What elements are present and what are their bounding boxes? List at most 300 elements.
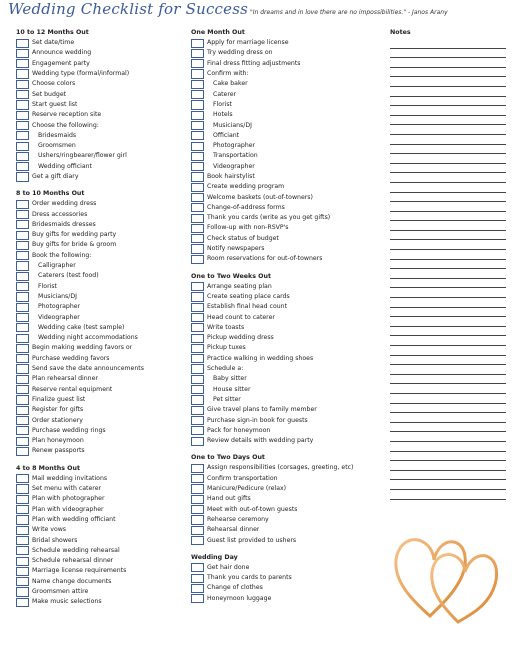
note-line[interactable]	[390, 365, 506, 375]
checklist-item[interactable]	[16, 199, 186, 209]
checklist-item-label: Head count to caterer	[207, 313, 275, 321]
checklist-item-label: Officiant	[213, 131, 240, 139]
checklist-item[interactable]	[191, 213, 381, 223]
checkbox[interactable]	[16, 426, 29, 435]
checklist-item[interactable]	[16, 566, 186, 576]
checkbox[interactable]	[191, 385, 204, 394]
checkbox[interactable]	[16, 69, 29, 78]
note-line[interactable]	[390, 135, 506, 145]
note-line[interactable]	[390, 202, 506, 212]
checklist-item-label: Room reservations for out-of-towners	[207, 255, 323, 263]
checklist-item[interactable]	[191, 583, 381, 593]
section-heading: One to Two Days Out	[191, 454, 265, 462]
checklist-item-label: Ushers/ringbearer/flower girl	[38, 152, 127, 160]
note-line[interactable]	[390, 68, 506, 78]
checkbox[interactable]	[16, 364, 29, 373]
checklist-item[interactable]	[191, 292, 381, 302]
checkbox[interactable]	[191, 244, 204, 253]
checklist-item-label: Wedding cake (test sample)	[38, 323, 125, 331]
checklist-item[interactable]	[16, 587, 186, 597]
checkbox[interactable]	[191, 395, 204, 404]
checklist-item[interactable]	[16, 474, 186, 484]
checklist-item-label: Schedule wedding rehearsal	[32, 546, 120, 554]
checkbox[interactable]	[16, 323, 29, 332]
checklist-item[interactable]	[191, 110, 381, 120]
checklist-item-label: Wedding type (formal/informal)	[32, 70, 130, 78]
checklist-item[interactable]	[191, 120, 381, 130]
note-line[interactable]	[390, 77, 506, 87]
note-line[interactable]	[390, 490, 506, 500]
checkbox[interactable]	[191, 354, 204, 363]
checklist-item[interactable]	[191, 436, 381, 446]
checklist-item[interactable]	[191, 182, 381, 192]
checklist-item[interactable]	[191, 141, 381, 151]
checklist-item[interactable]	[16, 426, 186, 436]
checkbox[interactable]	[191, 574, 204, 583]
note-line[interactable]	[390, 97, 506, 107]
checklist-item[interactable]	[191, 282, 381, 292]
checklist-item-label: Hotels	[213, 111, 233, 119]
checklist-item[interactable]	[16, 504, 186, 514]
checklist-item[interactable]	[16, 59, 186, 69]
checkbox[interactable]	[16, 231, 29, 240]
checkbox[interactable]	[191, 282, 204, 291]
checklist-item-label: Create seating place cards	[207, 292, 290, 300]
checklist-item[interactable]	[16, 240, 186, 250]
checklist-item[interactable]	[191, 343, 381, 353]
checklist-item[interactable]	[191, 405, 381, 415]
checkbox[interactable]	[191, 121, 204, 130]
checklist-item[interactable]	[191, 474, 381, 484]
notes-heading: Notes	[390, 29, 411, 36]
checklist-item[interactable]	[191, 333, 381, 343]
checklist-item[interactable]	[191, 203, 381, 213]
checklist-item[interactable]	[191, 573, 381, 583]
checkbox[interactable]	[16, 598, 29, 607]
checkbox[interactable]	[191, 484, 204, 493]
checkbox[interactable]	[191, 292, 204, 301]
checklist-item-label: Apply for marriage license	[207, 39, 289, 47]
checklist-item[interactable]	[16, 405, 186, 415]
checkbox[interactable]	[16, 577, 29, 586]
checkbox[interactable]	[16, 344, 29, 353]
checklist-item-label: Groomsmen attire	[32, 587, 89, 595]
checklist-item[interactable]	[16, 120, 186, 130]
checklist-item[interactable]	[16, 302, 186, 312]
note-line[interactable]	[390, 240, 506, 250]
checklist-item[interactable]	[16, 436, 186, 446]
checkbox[interactable]	[16, 111, 29, 120]
checklist-item[interactable]	[16, 38, 186, 48]
checkbox[interactable]	[16, 406, 29, 415]
section-gap	[16, 182, 186, 189]
checkbox[interactable]	[191, 80, 204, 89]
checklist-item[interactable]	[191, 525, 381, 535]
checklist-item-label: Marriage license requirements	[32, 567, 127, 575]
checklist-item-label: Purchase sign-in book for guests	[207, 416, 308, 424]
note-line[interactable]	[390, 145, 506, 155]
checklist-item[interactable]	[191, 535, 381, 545]
checkbox[interactable]	[191, 416, 204, 425]
checkbox[interactable]	[191, 426, 204, 435]
checklist-item[interactable]	[16, 364, 186, 374]
checklist-item[interactable]	[16, 374, 186, 384]
checklist-item[interactable]	[191, 563, 381, 573]
checklist-item[interactable]	[16, 79, 186, 89]
checkbox[interactable]	[16, 272, 29, 281]
checklist-item[interactable]	[191, 515, 381, 525]
note-line[interactable]	[390, 193, 506, 203]
checkbox[interactable]	[16, 131, 29, 140]
checklist-item[interactable]	[191, 162, 381, 172]
checklist-item[interactable]	[16, 292, 186, 302]
checkbox[interactable]	[191, 152, 204, 161]
checkbox[interactable]	[191, 594, 204, 603]
checkbox[interactable]	[191, 526, 204, 535]
checklist-item[interactable]	[191, 192, 381, 202]
checklist-item[interactable]	[16, 333, 186, 343]
note-line[interactable]	[390, 327, 506, 337]
note-line[interactable]	[390, 125, 506, 135]
checklist-item[interactable]	[16, 162, 186, 172]
checkbox[interactable]	[191, 224, 204, 233]
checkbox[interactable]	[16, 474, 29, 483]
checklist-item-label: Baby sitter	[213, 375, 247, 383]
checklist-item[interactable]	[191, 172, 381, 182]
section-heading: One to Two Weeks Out	[191, 272, 272, 280]
checklist-item[interactable]	[16, 415, 186, 425]
checklist-item[interactable]	[16, 110, 186, 120]
checklist-item[interactable]	[191, 463, 381, 473]
checklist-item[interactable]	[16, 100, 186, 110]
note-line[interactable]	[390, 269, 506, 279]
checkbox[interactable]	[16, 59, 29, 68]
checkbox[interactable]	[191, 464, 204, 473]
checklist-item-label: Rehearsal dinner	[207, 526, 260, 534]
checkbox[interactable]	[191, 364, 204, 373]
checklist-item[interactable]	[191, 594, 381, 604]
checklist-item[interactable]	[191, 234, 381, 244]
checklist-item[interactable]	[191, 79, 381, 89]
checkbox[interactable]	[191, 142, 204, 151]
checklist-item[interactable]	[191, 426, 381, 436]
note-line[interactable]	[390, 471, 506, 481]
checkbox[interactable]	[191, 584, 204, 593]
checkbox[interactable]	[191, 495, 204, 504]
checklist-item[interactable]	[191, 302, 381, 312]
checkbox[interactable]	[16, 100, 29, 109]
checkbox[interactable]	[191, 111, 204, 120]
checklist-item-label: Caterers (test food)	[38, 272, 99, 280]
note-line[interactable]	[390, 212, 506, 222]
note-line[interactable]	[390, 442, 506, 452]
checklist-item-label: Thank you cards to parents	[207, 574, 292, 582]
checklist-item-label: Mail wedding invitations	[32, 474, 108, 482]
checklist-item[interactable]	[16, 546, 186, 556]
checklist-item-label: Wedding officiant	[38, 162, 92, 170]
checkbox[interactable]	[191, 193, 204, 202]
checkbox[interactable]	[16, 416, 29, 425]
checkbox[interactable]	[16, 484, 29, 493]
checklist-item[interactable]	[16, 535, 186, 545]
checklist-item-label: Renew passports	[32, 447, 85, 455]
checklist-item-label: Schedule a:	[207, 365, 244, 373]
checklist-item[interactable]	[16, 69, 186, 79]
note-line[interactable]	[390, 432, 506, 442]
checkbox[interactable]	[191, 375, 204, 384]
checkbox[interactable]	[16, 536, 29, 545]
checkbox[interactable]	[16, 334, 29, 343]
checklist-item[interactable]	[16, 354, 186, 364]
checklist-item[interactable]	[16, 494, 186, 504]
note-line[interactable]	[390, 49, 506, 59]
checkbox[interactable]	[16, 210, 29, 219]
note-line[interactable]	[390, 423, 506, 433]
checkbox[interactable]	[16, 292, 29, 301]
checklist-item[interactable]	[191, 504, 381, 514]
checkbox[interactable]	[191, 563, 204, 572]
checkbox[interactable]	[16, 303, 29, 312]
checkbox[interactable]	[191, 334, 204, 343]
checklist-item[interactable]	[191, 223, 381, 233]
checkbox[interactable]	[16, 437, 29, 446]
checklist-item[interactable]	[16, 597, 186, 607]
checklist-item-label: Buy gifts for wedding party	[32, 231, 117, 239]
checkbox[interactable]	[191, 90, 204, 99]
note-line[interactable]	[390, 356, 506, 366]
checkbox[interactable]	[16, 447, 29, 456]
checklist-item[interactable]	[191, 484, 381, 494]
checkbox[interactable]	[16, 354, 29, 363]
checklist-item[interactable]	[16, 395, 186, 405]
checkbox[interactable]	[16, 282, 29, 291]
note-line[interactable]	[390, 183, 506, 193]
checkbox[interactable]	[16, 121, 29, 130]
checkbox[interactable]	[16, 241, 29, 250]
checkbox[interactable]	[16, 567, 29, 576]
note-line[interactable]	[390, 279, 506, 289]
note-line[interactable]	[390, 154, 506, 164]
checkbox[interactable]	[191, 313, 204, 322]
checklist-item-label: Buy gifts for bride & groom	[32, 241, 117, 249]
checklist-item[interactable]	[191, 385, 381, 395]
checklist-item[interactable]	[16, 282, 186, 292]
checkbox[interactable]	[16, 495, 29, 504]
checklist-item-label: Cake baker	[213, 80, 248, 88]
checkbox[interactable]	[16, 313, 29, 322]
checkbox[interactable]	[16, 220, 29, 229]
section-wedding-day	[191, 553, 381, 604]
section-gap	[191, 546, 381, 553]
checklist-item[interactable]	[191, 254, 381, 264]
checkbox[interactable]	[191, 39, 204, 48]
checklist-item-label: Write vows	[32, 526, 67, 534]
checklist-item-label: Thank you cards (write as you get gifts)	[207, 214, 331, 222]
note-line[interactable]	[390, 87, 506, 97]
note-line[interactable]	[390, 375, 506, 385]
checklist-item[interactable]	[16, 484, 186, 494]
checkbox[interactable]	[191, 505, 204, 514]
checkbox[interactable]	[16, 200, 29, 209]
checklist-item[interactable]	[191, 494, 381, 504]
checkbox[interactable]	[191, 69, 204, 78]
note-line[interactable]	[390, 308, 506, 318]
section-10-to-12-months-out	[16, 28, 186, 182]
checklist-column-left	[16, 28, 186, 607]
checklist-item[interactable]	[191, 48, 381, 58]
checkbox[interactable]	[16, 162, 29, 171]
checklist-item[interactable]	[16, 271, 186, 281]
checklist-item[interactable]	[16, 141, 186, 151]
checkbox[interactable]	[16, 152, 29, 161]
checkbox[interactable]	[191, 255, 204, 264]
checkbox[interactable]	[191, 515, 204, 524]
checklist-item[interactable]	[191, 59, 381, 69]
checklist-item[interactable]	[191, 364, 381, 374]
hearts-decoration	[392, 520, 502, 625]
checkbox[interactable]	[16, 80, 29, 89]
checkbox[interactable]	[191, 203, 204, 212]
checkbox[interactable]	[191, 536, 204, 545]
checklist-item[interactable]	[191, 415, 381, 425]
checkbox[interactable]	[191, 323, 204, 332]
checklist-item[interactable]	[16, 515, 186, 525]
note-line[interactable]	[390, 384, 506, 394]
checkbox[interactable]	[16, 557, 29, 566]
checklist-item[interactable]	[191, 100, 381, 110]
note-line[interactable]	[390, 39, 506, 49]
checklist-item-label: Get a gift diary	[32, 173, 79, 180]
note-line[interactable]	[390, 221, 506, 231]
note-line[interactable]	[390, 106, 506, 116]
checkbox[interactable]	[16, 515, 29, 524]
note-line[interactable]	[390, 461, 506, 471]
note-line[interactable]	[390, 298, 506, 308]
checklist-item[interactable]	[191, 374, 381, 384]
checkbox[interactable]	[16, 546, 29, 555]
section-one-month-out	[191, 28, 381, 265]
checklist-item[interactable]	[16, 577, 186, 587]
note-line[interactable]	[390, 346, 506, 356]
checklist-item-label: Give travel plans to family member	[207, 406, 317, 414]
checklist-item-label: Pet sitter	[213, 395, 241, 403]
checklist-item-label: Arrange seating plan	[207, 282, 272, 290]
checkbox[interactable]	[16, 90, 29, 99]
checklist-item[interactable]	[16, 446, 186, 456]
checklist-item[interactable]	[16, 220, 186, 230]
note-line[interactable]	[390, 413, 506, 423]
checklist-item[interactable]	[16, 131, 186, 141]
checkbox[interactable]	[191, 437, 204, 446]
checklist-item[interactable]	[16, 172, 186, 182]
note-line[interactable]	[390, 452, 506, 462]
checkbox[interactable]	[16, 385, 29, 394]
checklist-item[interactable]	[191, 131, 381, 141]
checkbox[interactable]	[16, 395, 29, 404]
checkbox[interactable]	[191, 172, 204, 181]
checkbox[interactable]	[191, 344, 204, 353]
checklist-item[interactable]	[16, 312, 186, 322]
checklist-item[interactable]	[16, 151, 186, 161]
note-line[interactable]	[390, 480, 506, 490]
checkbox[interactable]	[16, 526, 29, 535]
checkbox[interactable]	[191, 234, 204, 243]
checkbox[interactable]	[191, 49, 204, 58]
checklist-item[interactable]	[16, 556, 186, 566]
checkbox[interactable]	[191, 162, 204, 171]
checklist-item[interactable]	[16, 385, 186, 395]
note-line[interactable]	[390, 336, 506, 346]
checkbox[interactable]	[16, 261, 29, 270]
note-line[interactable]	[390, 394, 506, 404]
checkbox[interactable]	[191, 183, 204, 192]
checkbox[interactable]	[191, 131, 204, 140]
checklist-item-label: Assign responsibilities (corsages, greeting, etc)	[207, 464, 354, 472]
checklist-item[interactable]	[191, 312, 381, 322]
checklist-item[interactable]	[191, 244, 381, 254]
checklist-item[interactable]	[191, 354, 381, 364]
checklist-item[interactable]	[16, 251, 186, 261]
checklist-item[interactable]	[16, 343, 186, 353]
note-line[interactable]	[390, 260, 506, 270]
note-line[interactable]	[390, 164, 506, 174]
checkbox[interactable]	[16, 172, 29, 181]
checklist-item[interactable]	[191, 323, 381, 333]
checkbox[interactable]	[16, 49, 29, 58]
checkbox[interactable]	[191, 100, 204, 109]
checkbox[interactable]	[191, 406, 204, 415]
checkbox[interactable]	[16, 505, 29, 514]
checklist-item[interactable]	[16, 209, 186, 219]
checklist-item-label: Transportation	[213, 152, 258, 160]
checkbox[interactable]	[16, 251, 29, 260]
checkbox[interactable]	[191, 303, 204, 312]
checkbox[interactable]	[16, 375, 29, 384]
checklist-item[interactable]	[16, 323, 186, 333]
note-line[interactable]	[390, 317, 506, 327]
checklist-item[interactable]	[16, 261, 186, 271]
checklist-item[interactable]	[191, 395, 381, 405]
checklist-item[interactable]	[191, 89, 381, 99]
checklist-item-label: Plan with videographer	[32, 505, 104, 513]
note-line[interactable]	[390, 231, 506, 241]
checkbox[interactable]	[16, 587, 29, 596]
checklist-item[interactable]	[16, 230, 186, 240]
checklist-item-label: Set budget	[32, 90, 67, 98]
checklist-item[interactable]	[191, 69, 381, 79]
checkbox[interactable]	[191, 474, 204, 483]
checklist-item-label: Make music selections	[32, 598, 102, 606]
checkbox[interactable]	[191, 214, 204, 223]
checkbox[interactable]	[191, 59, 204, 68]
note-line[interactable]	[390, 288, 506, 298]
checklist-item[interactable]	[16, 89, 186, 99]
checklist-item[interactable]	[191, 151, 381, 161]
checklist-item-label: Bridesmaids dresses	[32, 220, 96, 228]
checkbox[interactable]	[16, 142, 29, 151]
checklist-item[interactable]	[191, 38, 381, 48]
checklist-item-label: Check status of budget	[207, 234, 279, 242]
note-line[interactable]	[390, 116, 506, 126]
checklist-item-label: Musicians/DJ	[213, 121, 252, 129]
checklist-item[interactable]	[16, 48, 186, 58]
note-line[interactable]	[390, 173, 506, 183]
note-line[interactable]	[390, 58, 506, 68]
note-line[interactable]	[390, 404, 506, 414]
checklist-item[interactable]	[16, 525, 186, 535]
note-line[interactable]	[390, 250, 506, 260]
checkbox[interactable]	[16, 39, 29, 48]
